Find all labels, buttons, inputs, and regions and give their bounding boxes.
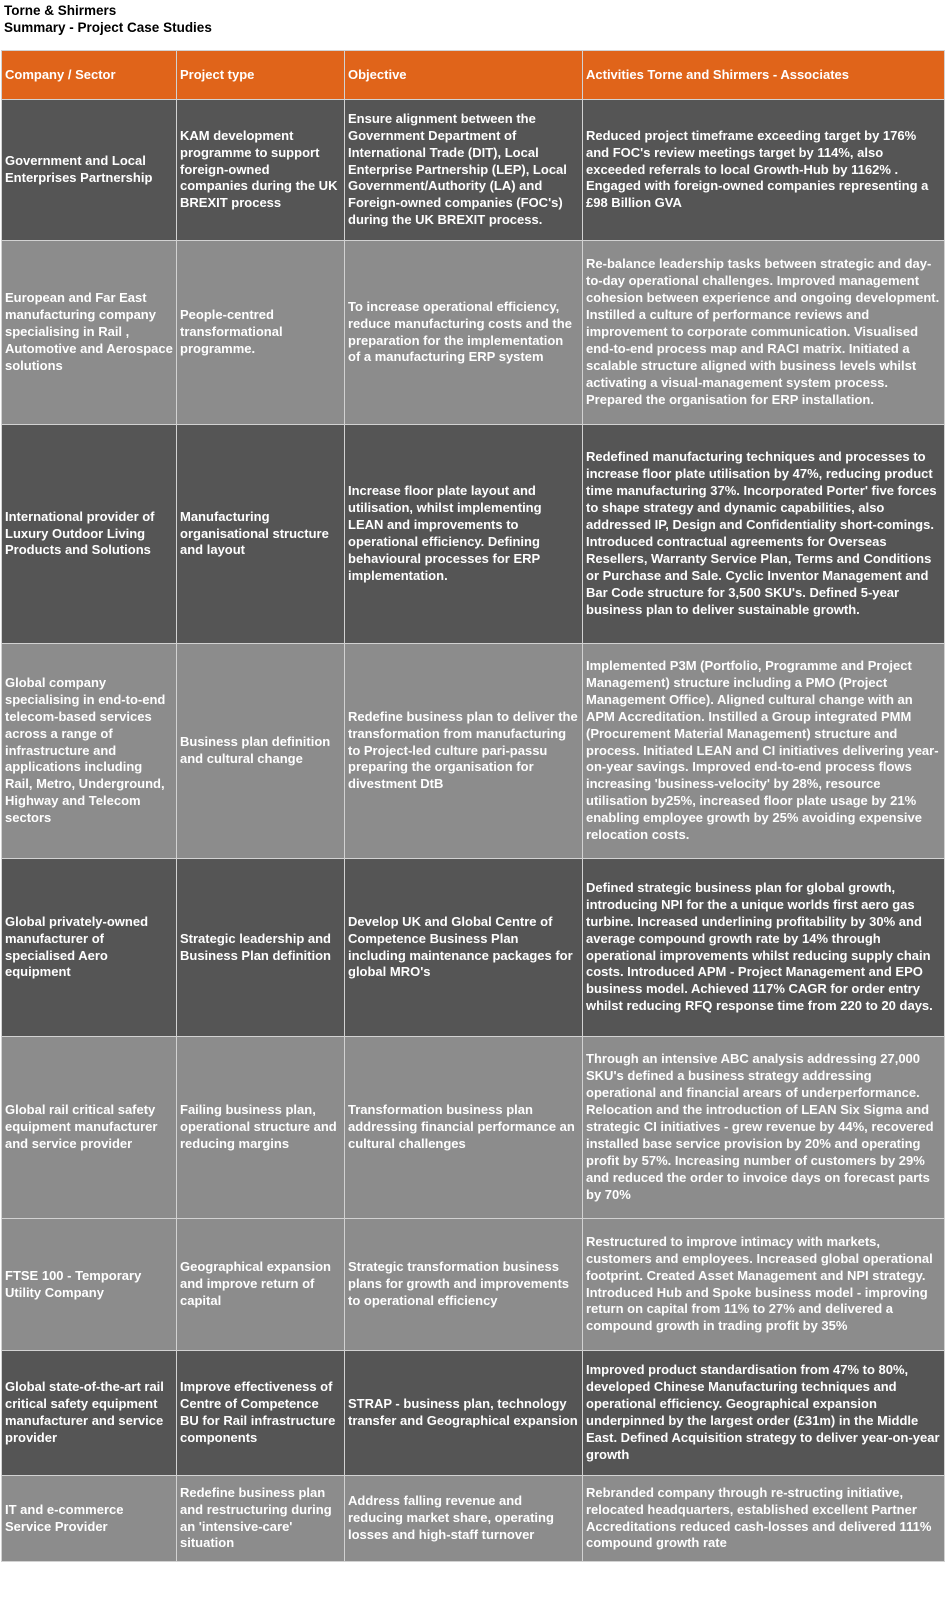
table-row	[2, 1037, 945, 1219]
project-type-cell: Redefine business plan and restructuring during an 'intensive-care' situation	[177, 1476, 345, 1562]
company-cell: Global company specialising in end-to-end telecom-based services across a range of infrastructure and applications including Rail, Metro, Underground, Highway and Telecom sectors	[2, 644, 177, 859]
table-row	[2, 644, 945, 859]
project-type-cell: Business plan definition and cultural change	[177, 644, 345, 859]
activities-cell: Defined strategic business plan for global growth, introducing NPI for the a unique worlds first aero gas turbine. Increased underlining profitability by 30% and average compound growth rate by 14% through operational improvements whilst reducing supply chain costs. Introduced APM - Project Management and EPO business model. Achieved 117% CAGR for order entry whilst reducing RFQ response time from 220 to 20 days.	[583, 859, 945, 1037]
company-cell: Global state-of-the-art rail critical safety equipment manufacturer and service provider	[2, 1351, 177, 1476]
table-row	[2, 425, 945, 644]
objective-cell: Increase floor plate layout and utilisation, whilst implementing LEAN and improvements to operational efficiency. Defining behavioural processes for ERP implementation.	[345, 425, 583, 644]
project-type-cell: Manufacturing organisational structure and layout	[177, 425, 345, 644]
project-type-cell: Strategic leadership and Business Plan definition	[177, 859, 345, 1037]
activities-cell: Redefined manufacturing techniques and processes to increase floor plate utilisation by 47%, reducing product time manufacturing 37%. Incorporated Porter' five forces to shape strategy and dynamic capabilities, also addressed IP, Design and Confidentiality short-comings. Introduced contractual agreements for Overseas Resellers, Warranty Service Plan, Terms and Conditions or Purchase and Sale. Cyclic Inventor Management and Bar Code structure for 3,500 SKU's. Defined 5-year business plan to deliver sustainable growth.	[583, 425, 945, 644]
company-cell: Government and Local Enterprises Partnership	[2, 100, 177, 241]
company-title: Torne & Shirmers	[4, 3, 117, 18]
column-header-activities: Activities Torne and Shirmers - Associates	[583, 51, 945, 100]
objective-cell: Transformation business plan addressing financial performance an cultural challenges	[345, 1037, 583, 1219]
table-row	[2, 100, 945, 241]
table-row	[2, 1351, 945, 1476]
objective-cell: To increase operational efficiency, reduce manufacturing costs and the preparation for the implementation of a manufacturing ERP system	[345, 241, 583, 425]
activities-cell: Through an intensive ABC analysis addressing 27,000 SKU's defined a business strategy addressing operational and financial arears of underperformance. Relocation and the introduction of LEAN Six Sigma and strategic CI initiatives - grew revenue by 44%, recovered installed base service provision by 20% and operating profit by 57%. Increasing number of customers by 29% and reduced the order to invoice days on forecast parts by 70%	[583, 1037, 945, 1219]
company-cell: Global privately-owned manufacturer of specialised Aero equipment	[2, 859, 177, 1037]
project-type-cell: Improve effectiveness of Centre of Competence BU for Rail infrastructure components	[177, 1351, 345, 1476]
objective-cell: Address falling revenue and reducing market share, operating losses and high-staff turnover	[345, 1476, 583, 1562]
activities-cell: Rebranded company through re-structing initiative, relocated headquarters, established excellent Partner Accreditations reduced cash-losses and delivered 111% compound growth rate	[583, 1476, 945, 1562]
company-cell: European and Far East manufacturing company specialising in Rail , Automotive and Aerospace solutions	[2, 241, 177, 425]
activities-cell: Implemented P3M (Portfolio, Programme and Project Management) structure including a PMO (Project Management Office). Aligned cultural change with an APM Accreditation. Instilled a Group integrated PMM (Procurement Material Management) structure and process. Initiated LEAN and CI initiatives delivering year-on-year savings. Improved end-to-end process flows increasing 'business-velocity' by 28%, resource utilisation by25%, increased floor plate usage by 21% enabling employee growth by 25% avoiding expensive relocation costs.	[583, 644, 945, 859]
table-row	[2, 1219, 945, 1351]
activities-cell: Restructured to improve intimacy with markets, customers and employees. Increased global operational footprint. Created Asset Management and NPI strategy. Introduced Hub and Spoke business model - improving return on capital from 11% to 27% and delivered a compound growth in trading profit by 35%	[583, 1219, 945, 1351]
document-header	[4, 2, 212, 36]
table-row	[2, 1476, 945, 1562]
objective-cell: Redefine business plan to deliver the transformation from manufacturing to Project-led culture pari-passu preparing the organisation for divestment DtB	[345, 644, 583, 859]
company-cell: FTSE 100 - Temporary Utility Company	[2, 1219, 177, 1351]
table-row	[2, 241, 945, 425]
column-header-project-type: Project type	[177, 51, 345, 100]
case-studies-table	[1, 50, 945, 1562]
company-cell: International provider of Luxury Outdoor Living Products and Solutions	[2, 425, 177, 644]
activities-cell: Reduced project timeframe exceeding target by 176% and FOC's review meetings target by 114%, also exceeded referrals to local Growth-Hub by 1162% . Engaged with foreign-owned companies representing a £98 Billion GVA	[583, 100, 945, 241]
table-row	[2, 859, 945, 1037]
objective-cell: STRAP - business plan, technology transfer and Geographical expansion	[345, 1351, 583, 1476]
activities-cell: Improved product standardisation from 47% to 80%, developed Chinese Manufacturing techniques and operational efficiency. Geographical expansion underpinned by the largest order (£31m) in the Middle East. Defined Acquisition strategy to deliver year-on-year growth	[583, 1351, 945, 1476]
company-cell: Global rail critical safety equipment manufacturer and service provider	[2, 1037, 177, 1219]
project-type-cell: People-centred transformational programme.	[177, 241, 345, 425]
project-type-cell: Failing business plan, operational structure and reducing margins	[177, 1037, 345, 1219]
table-header-row	[2, 51, 945, 100]
objective-cell: Strategic transformation business plans for growth and improvements to operational efficiency	[345, 1219, 583, 1351]
objective-cell: Develop UK and Global Centre of Competence Business Plan including maintenance packages for global MRO's	[345, 859, 583, 1037]
activities-cell: Re-balance leadership tasks between strategic and day-to-day operational challenges. Improved management cohesion between experience and ongoing development. Instilled a culture of performance reviews and improvement to corporate communication. Visualised end-to-end process map and RACI matrix. Initiated a scalable structure aligned with business levels whilst activating a visual-management system process. Prepared the organisation for ERP installation.	[583, 241, 945, 425]
objective-cell: Ensure alignment between the Government Department of International Trade (DIT), Local Enterprise Partnership (LEP), Local Government/Authority (LA) and Foreign-owned companies (FOC's) during the UK BREXIT process.	[345, 100, 583, 241]
column-header-objective: Objective	[345, 51, 583, 100]
document-subtitle: Summary - Project Case Studies	[4, 20, 212, 35]
column-header-company: Company / Sector	[2, 51, 177, 100]
company-cell: IT and e-commerce Service Provider	[2, 1476, 177, 1562]
project-type-cell: Geographical expansion and improve return of capital	[177, 1219, 345, 1351]
project-type-cell: KAM development programme to support foreign-owned companies during the UK BREXIT process	[177, 100, 345, 241]
